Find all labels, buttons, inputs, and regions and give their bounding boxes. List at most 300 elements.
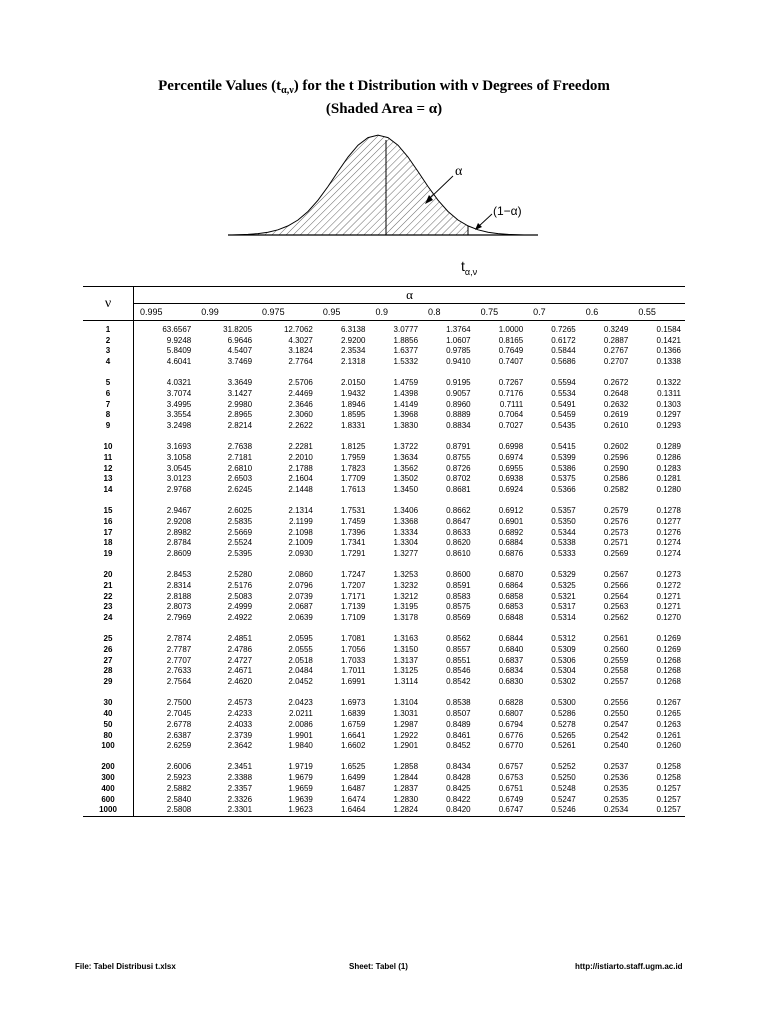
value-cell: 2.5669 bbox=[227, 527, 253, 537]
value-cell: 0.1278 bbox=[656, 506, 681, 516]
table-row bbox=[83, 666, 685, 677]
value-cell: 0.5261 bbox=[551, 741, 576, 751]
value-cell: 1.6839 bbox=[340, 709, 366, 719]
value-cell: 0.7407 bbox=[498, 357, 524, 367]
value-cell: 2.4727 bbox=[227, 655, 253, 665]
value-cell: 3.1058 bbox=[166, 453, 192, 463]
value-cell: 1.6641 bbox=[340, 730, 366, 740]
value-cell: 0.5329 bbox=[551, 570, 576, 580]
value-cell: 1.9623 bbox=[256, 805, 317, 816]
nu-cell: 24 bbox=[83, 613, 134, 624]
alpha-column-header: 0.55 bbox=[632, 304, 685, 321]
value-cell: 0.2707 bbox=[603, 357, 629, 367]
value-cell: 1.8595 bbox=[340, 410, 366, 420]
value-cell: 3.3649 bbox=[227, 378, 253, 388]
value-cell: 0.5265 bbox=[551, 730, 576, 740]
value-cell: 0.8702 bbox=[446, 474, 471, 484]
value-cell: 0.2547 bbox=[603, 719, 629, 729]
value-cell: 3.1824 bbox=[288, 346, 313, 356]
value-cell: 1.2987 bbox=[393, 719, 419, 729]
footer-file: File: Tabel Distribusi t.xlsx bbox=[75, 962, 176, 971]
value-cell: 2.2281 bbox=[288, 442, 313, 452]
value-cell: 0.1303 bbox=[656, 399, 681, 409]
value-cell: 1.8125 bbox=[340, 442, 366, 452]
value-cell: 2.5882 bbox=[166, 783, 192, 793]
value-cell: 2.7181 bbox=[227, 453, 253, 463]
value-cell: 0.1338 bbox=[656, 357, 681, 367]
value-cell: 2.7707 bbox=[166, 655, 192, 665]
value-cell: 0.8681 bbox=[446, 485, 471, 495]
value-cell: 2.9467 bbox=[166, 506, 192, 516]
table-row bbox=[83, 336, 685, 347]
nu-cell: 10 bbox=[83, 442, 134, 453]
nu-cell: 1000 bbox=[83, 805, 134, 816]
value-cell: 2.5923 bbox=[166, 773, 192, 783]
table-row bbox=[83, 645, 685, 656]
value-cell: 2.0423 bbox=[288, 698, 313, 708]
value-cell: 0.6848 bbox=[498, 613, 524, 623]
value-cell: 0.6974 bbox=[498, 453, 524, 463]
value-cell: 1.7033 bbox=[340, 655, 366, 665]
value-cell: 0.7267 bbox=[498, 378, 524, 388]
value-cell: 1.3830 bbox=[393, 421, 419, 431]
value-cell: 3.0777 bbox=[393, 325, 419, 334]
value-cell: 0.6876 bbox=[498, 549, 524, 559]
table-row bbox=[83, 581, 685, 592]
value-cell: 2.3326 bbox=[227, 794, 253, 804]
value-cell: 1.8331 bbox=[340, 421, 366, 431]
value-cell: 1.7396 bbox=[340, 527, 366, 537]
value-cell: 1.6759 bbox=[340, 719, 366, 729]
value-cell: 2.1314 bbox=[288, 506, 313, 516]
value-cell: 1.3562 bbox=[393, 463, 419, 473]
value-cell: 0.5325 bbox=[551, 581, 576, 591]
value-cell: 2.1448 bbox=[288, 485, 313, 495]
value-cell: 0.2542 bbox=[603, 730, 629, 740]
value-cell: 0.6912 bbox=[498, 506, 524, 516]
value-cell: 0.1271 bbox=[656, 591, 681, 601]
value-cell: 1.3195 bbox=[393, 602, 419, 612]
table-row bbox=[83, 784, 685, 795]
value-cell: 0.2563 bbox=[603, 602, 629, 612]
value-cell: 0.1269 bbox=[656, 645, 681, 655]
value-cell: 0.2536 bbox=[603, 773, 629, 783]
table-row bbox=[83, 325, 685, 336]
value-cell: 2.9208 bbox=[166, 517, 192, 527]
value-cell: 0.1272 bbox=[656, 581, 681, 591]
value-cell: 0.8461 bbox=[446, 730, 471, 740]
value-cell: 2.4033 bbox=[227, 719, 253, 729]
value-cell: 0.2590 bbox=[603, 463, 629, 473]
value-cell: 9.9248 bbox=[166, 335, 192, 345]
value-cell: 0.6870 bbox=[498, 570, 524, 580]
value-cell: 0.8791 bbox=[446, 442, 471, 452]
nu-cell: 17 bbox=[83, 528, 134, 539]
value-cell: 1.7056 bbox=[340, 645, 366, 655]
value-cell: 1.3722 bbox=[393, 442, 419, 452]
value-cell: 0.5246 bbox=[527, 805, 580, 816]
value-cell: 1.3634 bbox=[393, 453, 419, 463]
value-cell: 2.6025 bbox=[227, 506, 253, 516]
alpha-column-header: 0.995 bbox=[134, 304, 196, 321]
value-cell: 63.6567 bbox=[162, 325, 192, 334]
nu-cell: 22 bbox=[83, 592, 134, 603]
value-cell: 0.1421 bbox=[656, 335, 681, 345]
nu-cell: 28 bbox=[83, 666, 134, 677]
value-cell: 0.5415 bbox=[551, 442, 576, 452]
value-cell: 4.5407 bbox=[227, 346, 253, 356]
value-cell: 0.5338 bbox=[551, 538, 576, 548]
shaded-area bbox=[232, 135, 468, 235]
value-cell: 0.2569 bbox=[603, 549, 629, 559]
table-row bbox=[83, 773, 685, 784]
value-cell: 2.3388 bbox=[227, 773, 253, 783]
t-label-subscript: α,ν bbox=[464, 267, 478, 277]
value-cell: 0.5357 bbox=[551, 506, 576, 516]
table-row bbox=[83, 795, 685, 806]
value-cell: 2.5524 bbox=[227, 538, 253, 548]
value-cell: 0.8647 bbox=[446, 517, 471, 527]
value-cell: 2.6503 bbox=[227, 474, 253, 484]
value-cell: 0.1277 bbox=[656, 517, 681, 527]
value-cell: 1.7291 bbox=[340, 549, 366, 559]
nu-cell: 2 bbox=[83, 336, 134, 347]
value-cell: 0.1257 bbox=[656, 783, 681, 793]
value-cell: 0.6998 bbox=[498, 442, 524, 452]
value-cell: 0.1269 bbox=[656, 634, 681, 644]
table-row bbox=[83, 517, 685, 528]
value-cell: 2.5835 bbox=[227, 517, 253, 527]
value-cell: 0.8452 bbox=[446, 741, 471, 751]
table-row bbox=[83, 613, 685, 624]
value-cell: 1.3368 bbox=[393, 517, 419, 527]
value-cell: 0.1267 bbox=[656, 698, 681, 708]
footer-sheet: Sheet: Tabel (1) bbox=[349, 962, 408, 971]
value-cell: 2.3451 bbox=[227, 762, 253, 772]
page-subtitle: (Shaded Area = α) bbox=[325, 101, 443, 117]
value-cell: 1.2858 bbox=[393, 762, 419, 772]
value-cell: 0.1258 bbox=[656, 773, 681, 783]
nu-cell: 8 bbox=[83, 410, 134, 421]
value-cell: 0.2887 bbox=[603, 335, 629, 345]
nu-cell: 6 bbox=[83, 389, 134, 400]
value-cell: 1.9659 bbox=[288, 783, 313, 793]
value-cell: 1.0607 bbox=[446, 335, 471, 345]
value-cell: 2.1098 bbox=[288, 527, 313, 537]
table-row bbox=[83, 549, 685, 560]
value-cell: 2.0796 bbox=[288, 581, 313, 591]
alpha-column-header: 0.6 bbox=[580, 304, 633, 321]
value-cell: 0.2567 bbox=[603, 570, 629, 580]
value-cell: 1.7011 bbox=[341, 666, 366, 676]
value-cell: 1.3178 bbox=[393, 613, 419, 623]
table-row bbox=[83, 346, 685, 357]
value-cell: 1.3334 bbox=[393, 527, 419, 537]
value-cell: 0.8420 bbox=[422, 805, 475, 816]
value-cell: 0.6840 bbox=[498, 645, 524, 655]
value-cell: 0.6901 bbox=[498, 517, 524, 527]
value-cell: 0.1257 bbox=[656, 794, 681, 804]
value-cell: 0.1268 bbox=[656, 677, 681, 687]
value-cell: 2.0687 bbox=[288, 602, 313, 612]
alpha-column-header: 0.8 bbox=[422, 304, 475, 321]
value-cell: 0.5333 bbox=[551, 549, 576, 559]
value-cell: 1.9719 bbox=[288, 762, 313, 772]
nu-cell: 200 bbox=[83, 762, 134, 773]
value-cell: 0.8610 bbox=[446, 549, 471, 559]
value-cell: 0.5286 bbox=[551, 709, 576, 719]
t-alpha-nu-label bbox=[461, 258, 477, 277]
value-cell: 2.6778 bbox=[166, 719, 192, 729]
value-cell: 0.2573 bbox=[603, 527, 629, 537]
value-cell: 2.2010 bbox=[288, 453, 313, 463]
value-cell: 2.4851 bbox=[227, 634, 253, 644]
nu-cell: 50 bbox=[83, 720, 134, 731]
value-cell: 0.6172 bbox=[551, 335, 576, 345]
table-row bbox=[83, 570, 685, 581]
value-cell: 0.6776 bbox=[498, 730, 524, 740]
value-cell: 2.5395 bbox=[227, 549, 253, 559]
value-cell: 2.0595 bbox=[288, 634, 313, 644]
value-cell: 1.4149 bbox=[393, 399, 419, 409]
alpha-column-header: 0.95 bbox=[317, 304, 370, 321]
value-cell: 2.1788 bbox=[288, 463, 313, 473]
nu-cell: 9 bbox=[83, 421, 134, 432]
value-cell: 0.1281 bbox=[656, 474, 681, 484]
value-cell: 3.4995 bbox=[166, 399, 192, 409]
value-cell: 1.6991 bbox=[340, 677, 366, 687]
value-cell: 2.7874 bbox=[166, 634, 192, 644]
value-cell: 0.6858 bbox=[498, 591, 524, 601]
table-row bbox=[83, 731, 685, 742]
title-line1-post: ) for the t Distribution with ν Degrees of Freedom bbox=[293, 78, 610, 94]
value-cell: 2.4469 bbox=[288, 389, 313, 399]
value-cell: 2.7638 bbox=[227, 442, 253, 452]
value-cell: 2.7969 bbox=[166, 613, 192, 623]
value-cell: 3.7469 bbox=[227, 357, 253, 367]
value-cell: 2.0739 bbox=[288, 591, 313, 601]
value-cell: 2.0639 bbox=[288, 613, 313, 623]
nu-cell: 4 bbox=[83, 357, 134, 368]
value-cell: 0.1283 bbox=[656, 463, 681, 473]
t-distribution-table bbox=[83, 286, 685, 817]
value-cell: 0.5247 bbox=[551, 794, 576, 804]
value-cell: 4.0321 bbox=[166, 378, 192, 388]
value-cell: 2.3642 bbox=[227, 741, 253, 751]
value-cell: 0.1366 bbox=[656, 346, 681, 356]
value-cell: 0.7064 bbox=[498, 410, 524, 420]
value-cell: 0.1261 bbox=[656, 730, 681, 740]
value-cell: 2.5840 bbox=[166, 794, 192, 804]
table-row bbox=[83, 357, 685, 368]
value-cell: 0.6844 bbox=[498, 634, 524, 644]
value-cell: 2.8609 bbox=[166, 549, 192, 559]
value-cell: 0.5304 bbox=[551, 666, 576, 676]
value-cell: 2.0555 bbox=[288, 645, 313, 655]
value-cell: 2.3534 bbox=[340, 346, 366, 356]
value-cell: 0.1289 bbox=[656, 442, 681, 452]
value-cell: 1.7247 bbox=[340, 570, 366, 580]
table-row bbox=[83, 602, 685, 613]
value-cell: 0.5375 bbox=[551, 474, 576, 484]
table-row bbox=[83, 389, 685, 400]
table-row bbox=[83, 464, 685, 475]
value-cell: 0.6751 bbox=[498, 783, 524, 793]
value-cell: 0.2534 bbox=[580, 805, 633, 816]
value-cell: 2.1009 bbox=[288, 538, 313, 548]
value-cell: 0.2560 bbox=[603, 645, 629, 655]
value-cell: 0.5491 bbox=[551, 399, 576, 409]
value-cell: 2.8965 bbox=[227, 410, 253, 420]
value-cell: 1.4398 bbox=[393, 389, 419, 399]
nu-cell: 7 bbox=[83, 400, 134, 411]
value-cell: 0.7027 bbox=[498, 421, 524, 431]
value-cell: 0.2564 bbox=[603, 591, 629, 601]
table-row bbox=[83, 421, 685, 432]
value-cell: 2.7045 bbox=[166, 709, 192, 719]
value-cell: 1.7081 bbox=[340, 634, 366, 644]
value-cell: 1.6525 bbox=[340, 762, 366, 772]
table-row bbox=[83, 442, 685, 453]
value-cell: 0.8591 bbox=[446, 581, 471, 591]
value-cell: 0.5278 bbox=[551, 719, 576, 729]
table-row bbox=[83, 506, 685, 517]
nu-cell: 40 bbox=[83, 709, 134, 720]
value-cell: 0.8434 bbox=[446, 762, 471, 772]
value-cell: 0.1260 bbox=[656, 741, 681, 751]
table-row bbox=[83, 400, 685, 411]
value-cell: 2.4233 bbox=[227, 709, 253, 719]
value-cell: 1.7109 bbox=[340, 613, 366, 623]
alpha-column-header: 0.9 bbox=[369, 304, 422, 321]
value-cell: 0.6955 bbox=[498, 463, 524, 473]
value-cell: 0.1270 bbox=[656, 613, 681, 623]
nu-cell: 12 bbox=[83, 464, 134, 475]
value-cell: 0.2550 bbox=[603, 709, 629, 719]
value-cell: 0.2672 bbox=[603, 378, 629, 388]
value-cell: 1.7531 bbox=[340, 506, 366, 516]
value-cell: 1.8856 bbox=[393, 335, 419, 345]
nu-cell: 29 bbox=[83, 677, 134, 688]
value-cell: 3.1427 bbox=[227, 389, 253, 399]
value-cell: 2.4573 bbox=[227, 698, 253, 708]
value-cell: 2.9200 bbox=[340, 335, 366, 345]
table-row bbox=[83, 656, 685, 667]
value-cell: 2.0150 bbox=[340, 378, 366, 388]
value-cell: 2.0484 bbox=[288, 666, 313, 676]
value-cell: 2.7564 bbox=[166, 677, 192, 687]
value-cell: 0.2767 bbox=[603, 346, 629, 356]
page-title bbox=[0, 78, 768, 96]
value-cell: 3.3554 bbox=[166, 410, 192, 420]
value-cell: 0.8489 bbox=[446, 719, 471, 729]
value-cell: 2.9980 bbox=[227, 399, 253, 409]
value-cell: 0.5399 bbox=[551, 453, 576, 463]
table-row bbox=[83, 720, 685, 731]
nu-cell: 16 bbox=[83, 517, 134, 528]
value-cell: 2.6387 bbox=[166, 730, 192, 740]
value-cell: 0.7649 bbox=[498, 346, 524, 356]
nu-cell: 400 bbox=[83, 784, 134, 795]
value-cell: 31.8205 bbox=[223, 325, 253, 334]
value-cell: 0.2586 bbox=[603, 474, 629, 484]
value-cell: 1.3406 bbox=[393, 506, 419, 516]
value-cell: 0.8620 bbox=[446, 538, 471, 548]
value-cell: 0.8546 bbox=[446, 666, 471, 676]
value-cell: 1.9432 bbox=[340, 389, 366, 399]
value-cell: 0.5317 bbox=[551, 602, 576, 612]
value-cell: 2.4671 bbox=[227, 666, 253, 676]
t-distribution-curve bbox=[228, 130, 540, 238]
value-cell: 0.6938 bbox=[498, 474, 524, 484]
value-cell: 1.4759 bbox=[393, 378, 419, 388]
value-cell: 2.0086 bbox=[288, 719, 313, 729]
value-cell: 1.6474 bbox=[340, 794, 366, 804]
value-cell: 0.6924 bbox=[498, 485, 524, 495]
value-cell: 2.3739 bbox=[227, 730, 253, 740]
value-cell: 0.2561 bbox=[603, 634, 629, 644]
value-cell: 4.6041 bbox=[166, 357, 192, 367]
nu-cell: 18 bbox=[83, 538, 134, 549]
nu-cell: 26 bbox=[83, 645, 134, 656]
nu-cell: 11 bbox=[83, 453, 134, 464]
value-cell: 0.1273 bbox=[656, 570, 681, 580]
table-row bbox=[83, 538, 685, 549]
value-cell: 2.3060 bbox=[288, 410, 313, 420]
value-cell: 0.5321 bbox=[551, 591, 576, 601]
value-cell: 2.0452 bbox=[288, 677, 313, 687]
value-cell: 2.8214 bbox=[227, 421, 253, 431]
value-cell: 1.7341 bbox=[340, 538, 366, 548]
value-cell: 0.6830 bbox=[498, 677, 524, 687]
value-cell: 0.2535 bbox=[603, 794, 629, 804]
table-row bbox=[83, 474, 685, 485]
value-cell: 0.1276 bbox=[656, 527, 681, 537]
value-cell: 2.1604 bbox=[288, 474, 313, 484]
table-row bbox=[83, 592, 685, 603]
nu-cell: 23 bbox=[83, 602, 134, 613]
value-cell: 6.9646 bbox=[227, 335, 253, 345]
value-cell: 0.9785 bbox=[446, 346, 471, 356]
value-cell: 0.2648 bbox=[603, 389, 629, 399]
value-cell: 12.7062 bbox=[283, 325, 313, 334]
value-cell: 2.3357 bbox=[227, 783, 253, 793]
value-cell: 0.6853 bbox=[498, 602, 524, 612]
value-cell: 1.7823 bbox=[340, 463, 366, 473]
value-cell: 0.2566 bbox=[603, 581, 629, 591]
value-cell: 0.5306 bbox=[551, 655, 576, 665]
table-row bbox=[83, 378, 685, 389]
value-cell: 0.8562 bbox=[446, 634, 471, 644]
value-cell: 0.3249 bbox=[603, 325, 629, 334]
value-cell: 0.9195 bbox=[446, 378, 471, 388]
value-cell: 2.9768 bbox=[166, 485, 192, 495]
value-cell: 1.3764 bbox=[446, 325, 471, 334]
value-cell: 1.3125 bbox=[393, 666, 419, 676]
value-cell: 0.5344 bbox=[551, 527, 576, 537]
alpha-column-header: 0.75 bbox=[475, 304, 528, 321]
table-row bbox=[83, 485, 685, 496]
value-cell: 1.3502 bbox=[393, 474, 419, 484]
value-cell: 0.5686 bbox=[551, 357, 576, 367]
value-cell: 1.7139 bbox=[340, 602, 366, 612]
value-cell: 2.4620 bbox=[227, 677, 253, 687]
value-cell: 0.5386 bbox=[551, 463, 576, 473]
value-cell: 2.0930 bbox=[288, 549, 313, 559]
nu-cell: 21 bbox=[83, 581, 134, 592]
value-cell: 0.5250 bbox=[551, 773, 576, 783]
value-cell: 1.8946 bbox=[340, 399, 366, 409]
